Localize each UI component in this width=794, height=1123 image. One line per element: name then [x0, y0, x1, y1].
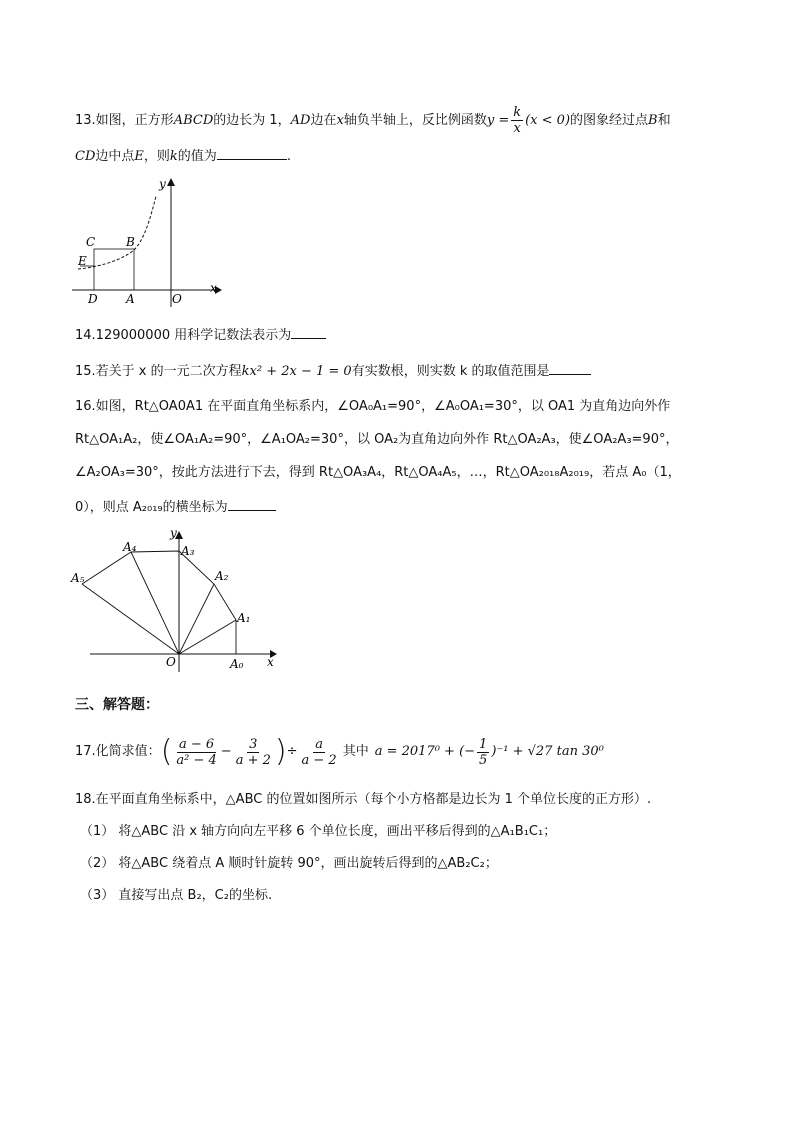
- ray-OA5: [82, 584, 179, 654]
- q18-line4: （3） 直接写出点 B₂，C₂的坐标.: [80, 888, 273, 903]
- answer-blank[interactable]: [228, 496, 276, 511]
- label-D: D: [88, 292, 98, 306]
- q17-line: 17.化简求值： ( $\frac{a - 6}{\text{a² − 4}}$ − $\frac{3}{a + 2}$ ) ÷ $\frac{a}{a - 2}$ 其中 a = 2017⁰ + (− $\frac{1}{5}$ )⁻¹ + √27 tan 30⁰: [75, 734, 604, 769]
- label-A0: A₀: [230, 657, 244, 671]
- q16-line3: ∠A₂OA₃=30°，按此方法进行下去，得到 Rt△OA₃A₄，Rt△OA₄A₅，…，Rt△OA₂₀₁₈A₂₀₁₉，若点 A₀（1，: [75, 465, 681, 480]
- q18-line1: 18.在平面直角坐标系中，△ABC 的位置如图所示（每个小方格都是边长为 1 个单位长度的正方形）.: [75, 792, 652, 807]
- label-A: A: [126, 292, 135, 306]
- label-A4: A₄: [123, 540, 137, 554]
- fraction-4: $\frac{1}{5}$: [479, 736, 488, 768]
- label-O: O: [172, 292, 182, 306]
- label-C: C: [86, 235, 96, 249]
- hyperbola-curve: [78, 196, 156, 269]
- label-A1: A₁: [237, 611, 251, 625]
- answer-blank[interactable]: [291, 324, 326, 339]
- q14-line: 14.129000000 用科学记数法表示为: [75, 324, 326, 346]
- label-y: y: [170, 526, 177, 540]
- label-B: B: [126, 235, 135, 249]
- label-A3: A₃: [181, 544, 195, 558]
- q13-line1: 13.如图，正方形ABCD的边长为 1，AD边在x轴负半轴上，反比例函数y = $\frac{k}{x}$ (x < 0)的图象经过点B和: [75, 105, 671, 136]
- q16-line1: 16.如图，Rt△OA0A1 在平面直角坐标系内，∠OA₀A₁=90°，∠A₀OA₁=30°，以 OA1 为直角边向外作: [75, 399, 671, 414]
- figure-16: [68, 524, 283, 674]
- label-x: x: [267, 655, 274, 669]
- left-paren: (: [160, 734, 173, 769]
- section-title: 三、解答题：: [75, 697, 159, 713]
- q16-line4: 0），则点 A₂₀₁₉的横坐标为: [75, 496, 276, 518]
- ray-OA4: [131, 552, 179, 654]
- label-A5: A₅: [71, 571, 85, 585]
- label-O: O: [166, 655, 176, 669]
- label-y: y: [159, 177, 166, 191]
- fraction-2: $\frac{3}{a + 2}$: [235, 736, 271, 768]
- k-over-x-fraction: $\frac{k}{x}$: [513, 105, 522, 136]
- q18-line3: （2） 将△ABC 绕着点 A 顺时针旋转 90°，画出旋转后得到的△AB₂C₂；: [80, 856, 498, 871]
- spiral-outline: [82, 551, 236, 654]
- label-x: x: [210, 281, 217, 295]
- right-paren: ): [274, 734, 287, 769]
- answer-blank[interactable]: [217, 145, 287, 160]
- figure-13: [70, 172, 230, 312]
- q16-line2: Rt△OA₁A₂，使∠OA₁A₂=90°，∠A₁OA₂=30°，以 OA₂为直角边向外作 Rt△OA₂A₃，使∠OA₂A₃=90°，: [75, 432, 679, 447]
- q18-line2: （1） 将△ABC 沿 x 轴方向向左平移 6 个单位长度，画出平移后得到的△A₁B₁C₁；: [80, 824, 557, 839]
- q15-line: 15.若关于 x 的一元二次方程kx² + 2x − 1 = 0有实数根，则实数 k 的取值范围是: [75, 360, 591, 382]
- label-E: E: [78, 254, 87, 268]
- fraction-1: $\frac{a - 6}{\text{a² − 4}}$: [176, 736, 217, 768]
- answer-blank[interactable]: [549, 360, 591, 375]
- label-A2: A₂: [215, 569, 229, 583]
- y-arrow-icon: [167, 178, 175, 186]
- fraction-3: $\frac{a}{a - 2}$: [301, 736, 337, 768]
- square-ABCD: [94, 249, 134, 290]
- q13-line2: CD边中点E，则k的值为 .: [75, 145, 291, 167]
